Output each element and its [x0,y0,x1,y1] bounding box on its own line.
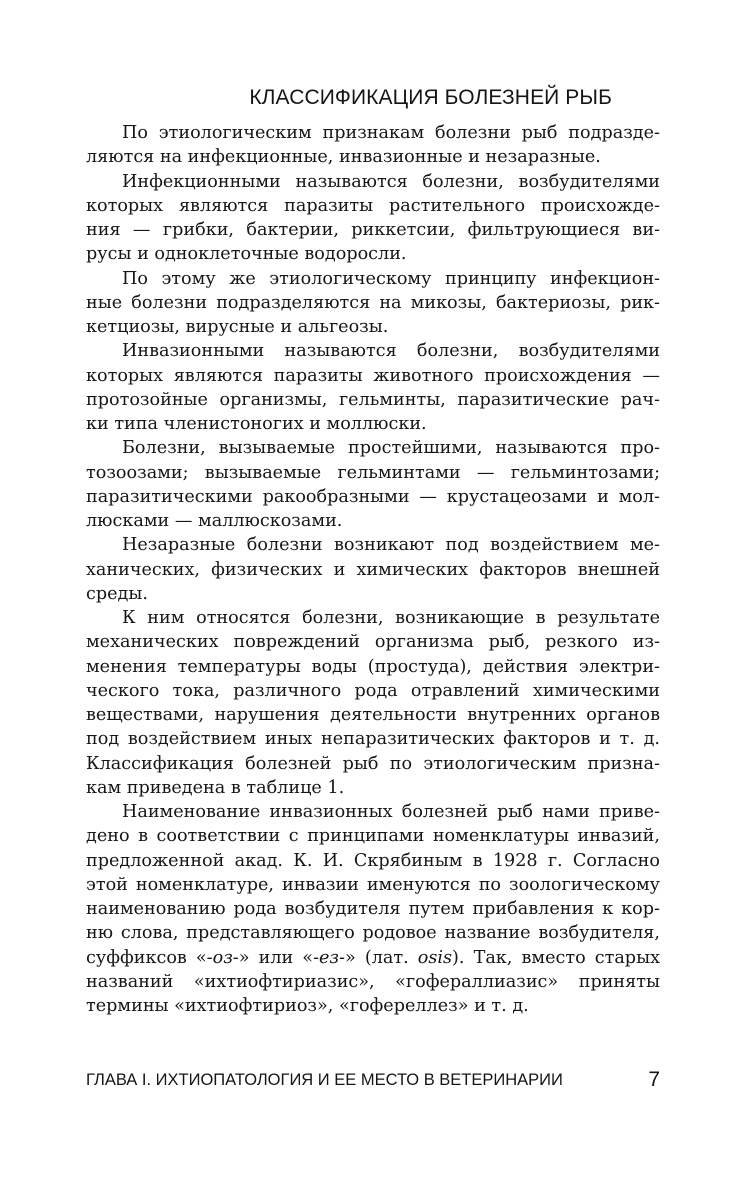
latin-osis: osis [417,947,453,968]
paragraph [86,606,660,800]
text-line: ки типа членистоногих и моллюски. [86,414,427,434]
text-line: веществами, нарушения деятельности внутренних органов [86,705,660,725]
text-line: термины «ихтиофтириоз», «гофереллез» и т. д. [86,996,529,1016]
body-text [86,121,660,1018]
text-fragment: » или « [238,947,314,968]
text-line: тозоозами; вызываемые гельминтами — гельминтозами; [86,462,660,483]
text-line: среды. [86,583,148,604]
running-footer-chapter: ГЛАВА I. ИХТИОПАТОЛОГИЯ И ЕЕ МЕСТО В ВЕТЕРИНАРИИ [86,1071,563,1089]
text-line: К ним относятся болезни, возникающие в результате [122,608,660,628]
text-line: которых являются паразиты растительного происхожде- [86,195,660,216]
text-line: менения температуры воды (простуда), действия электри- [86,656,660,677]
text-line: дено в соответствии с принципами номенклатуры инвазий, [86,826,660,847]
text-line: которых являются паразиты животного происхождения — [86,365,660,386]
text-line: ляются на инфекционные, инвазионные и незаразные. [86,147,601,168]
text-line: кетциозы, вирусные и альгеозы. [86,317,389,337]
text-line: названий «ихтиофтириазис», «гофераллиазис» приняты [86,971,660,992]
text-line: Инфекционными называются болезни, возбудителями [122,171,660,192]
text-line: По этому же этиологическому принципу инфекцион- [122,268,660,289]
text-line: русы и одноклеточные водоросли. [86,244,407,265]
text-line: этой номенклатуре, инвазии именуются по зоологическому [86,874,660,895]
text-line: под воздействием иных непаразитических факторов и т. д. [86,729,660,750]
paragraph [86,800,660,1018]
text-line: ные болезни подразделяются на микозы, бактериозы, рик- [86,292,660,313]
text-fragment: ). Так, вместо старых [452,947,660,968]
paragraph [86,121,660,170]
page-number: 7 [648,1068,660,1091]
suffix-ez: -ез- [313,947,345,968]
paragraph [86,267,660,340]
text-line: Болезни, вызываемые простейшими, называются про- [122,438,660,459]
text-line: механических повреждений организма рыб, резкого из- [86,632,660,653]
paragraph [86,170,660,267]
text-line: Незаразные болезни возникают под воздействием ме- [122,535,660,556]
text-fragment: суффиксов « [86,947,207,968]
text-line: Инвазионными называются болезни, возбудителями [122,341,660,362]
text-line: наименованию рода возбудителя путем прибавления к кор- [86,899,660,919]
text-line: паразитическими ракообразными — крустацеозами и мол- [86,486,660,507]
section-title: КЛАССИФИКАЦИЯ БОЛЕЗНЕЙ РЫБ [249,86,612,109]
suffix-oz: -оз- [206,947,239,968]
text-line: ния — грибки, бактерии, риккетсии, фильтрующиеся ви- [86,220,660,240]
text-line: Наименование инвазионных болезней рыб нами приве- [122,802,660,822]
text-fragment: » (лат. [344,947,418,968]
text-line: кам приведена в таблице 1. [86,777,345,798]
text-line: По этиологическим признакам болезни рыб подразде- [122,123,660,143]
text-line: ческого тока, различного рода отравлений химическими [86,680,660,701]
text-line: ханических, физических и химических факторов внешней [86,559,660,580]
text-line: протозойные организмы, гельминты, паразитические рач- [86,389,660,410]
paragraph [86,436,660,533]
text-line: ню слова, представляющего родовое название возбудителя, [86,923,660,944]
text-line: Классификация болезней рыб по этиологическим призна- [86,753,660,774]
text-line-mixed [86,946,660,970]
text-line: предложенной акад. К. И. Скрябиным в 1928 г. Согласно [86,850,660,871]
paragraph [86,339,660,436]
paragraph [86,533,660,606]
text-line: люсками — маллюскозами. [86,511,343,531]
